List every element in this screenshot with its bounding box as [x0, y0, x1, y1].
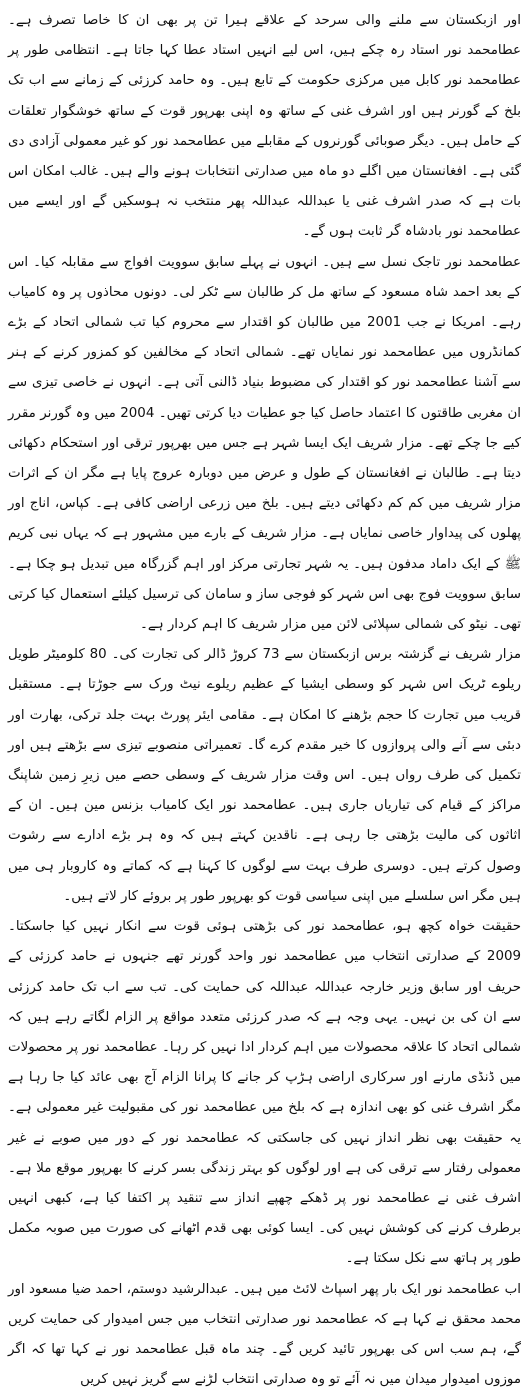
article-paragraph-4: حقیقت خواہ کچھ ہو، عطامحمد نور کی بڑھتی ہوئی قوت سے انکار نہیں کیا جاسکتا۔ 2009 کے صدارتی انتخاب میں عطامحمد نور واحد گورنر تھے جنہوں نے حامد کرزئی کے حریف اور سابق وزیر خارجہ عبداللہ عبداللہ کی حمایت کی۔ تب سے اب تک حامد کرزئی سے ان کی بن نہیں۔ یہی وجہ ہے کہ صدر کرزئی متعدد مواقع پر الزام لگاتے رہے ہیں کہ شمالی اتحاد کا علاقہ محصولات میں اہم کردار ادا نہیں کر رہا۔ عطامحمد نور پر محصولات میں ڈنڈی مارنے اور سرکاری اراضی ہڑپ کر جانے کا پرانا الزام آج بھی عائد کیا جا رہا ہے مگر اشرف غنی کو بھی اندازہ ہے کہ بلخ میں عطامحمد نور کی مقبولیت غیر معمولی ہے۔ یہ حقیقت بھی نظر انداز نہیں کی جاسکتی کہ عطامحمد نور کے دور میں صوبے نے غیر معمولی رفتار سے ترقی کی ہے اور لوگوں کو بہتر زندگی بسر کرنے کا بھرپور موقع ملا ہے۔ اشرف غنی نے عطامحمد نور پر ڈھکے چھپے انداز سے تنقید پر اکتفا کیا ہے، کبھی انہیں برطرف کرنے کی کوشش نہیں کی۔ ایسا کوئی بھی قدم اٹھانے کی صورت میں صوبہ مکمل طور پر ہاتھ سے نکل سکتا ہے۔: [8, 919, 521, 1267]
article-paragraph-1: اور ازبکستان سے ملنے والی سرحد کے علاقے ہیرا تن پر بھی ان کا خاصا تصرف ہے۔ عطامحمد نور استاد رہ چکے ہیں، اس لیے انہیں استاد عطا کہا جاتا ہے۔ انتظامی طور پر عطامحمد نور کابل میں مرکزی حکومت کے تابع ہیں۔ وہ حامد کرزئی کے زمانے سے اب تک بلخ کے گورنر ہیں اور اشرف غنی کے ساتھ وہ اپنی بھرپور قوت کے ساتھ خوشگوار تعلقات کے حامل ہیں۔ دیگر صوبائی گورنروں کے مقابلے میں عطامحمد نور کو غیر معمولی آزادی دی گئی ہے۔ افغانستان میں اگلے دو ماہ میں صدارتی انتخابات ہونے والے ہیں۔ غالب امکان اس بات ہے کہ صدر اشرف غنی یا عبداللہ عبداللہ پھر منتخب نہ ہوسکیں گے اور ایسے میں عطامحمد نور بادشاہ گر ثابت ہوں گے۔: [8, 13, 521, 240]
article-paragraph-3: مزار شریف نے گزشتہ برس ازبکستان سے 73 کروڑ ڈالر کی تجارت کی۔ 80 کلومیٹر طویل ریلوے ٹریک اس شہر کو وسطی ایشیا کے عظیم ریلوے نیٹ ورک سے جوڑتا ہے۔ مستقبل قریب میں تجارت کا حجم بڑھنے کا امکان ہے۔ مقامی ایئر پورٹ بہت جلد ترکی، بھارت اور دبئی سے آنے والی پروازوں کا خیر مقدم کرے گا۔ تعمیراتی منصوبے تیزی سے بڑھتے ہیں اور تکمیل کی طرف رواں ہیں۔ اس وقت مزار شریف کے وسطی حصے میں زیرِ زمین شاپنگ مراکز کے قیام کی تیاریاں جاری ہیں۔ عطامحمد نور ایک کامیاب بزنس مین ہیں۔ ان کے اثاثوں کی مالیت بڑھتی جا رہی ہے۔ ناقدین کہتے ہیں کہ وہ ہر بڑے ادارے سے رشوت وصول کرتے ہیں۔ دوسری طرف بہت سے لوگوں کا کہنا ہے کہ کماتے وہ کاروبار ہی میں ہیں مگر اس سلسلے میں اپنی سیاسی قوت کو بھرپور طور پر بروئے کار لاتے ہیں۔: [8, 647, 522, 904]
article-paragraph-5: اب عطامحمد نور ایک بار پھر اسپاٹ لائٹ میں ہیں۔ عبدالرشید دوستم، احمد ضیا مسعود اور محمد محقق نے کہا ہے کہ عطامحمد نور صدارتی انتخاب میں جس امیدوار کی حمایت کریں گے، ہم سب اس کی بھرپور تائید کریں گے۔ چند ماہ قبل عطامحمد نور نے کہا تھا کہ اگر موزوں امیدوار میدان میں نہ آئے تو وہ صدارتی انتخاب لڑنے سے گریز نہیں کریں: [8, 1281, 521, 1388]
article-paragraph-2: عطامحمد نور تاجک نسل سے ہیں۔ انہوں نے پہلے سابق سوویت افواج سے مقابلہ کیا۔ اس کے بعد احمد شاہ مسعود کے ساتھ مل کر طالبان سے ٹکر لی۔ دونوں محاذوں پر وہ کامیاب رہے۔ امریکا نے جب 2001 میں طالبان کو اقتدار سے محروم کیا تب شمالی اتحاد کے بڑے کمانڈروں میں عطامحمد نور نمایاں تھے۔ شمالی اتحاد کے مخالفین کو کمزور کرنے کے ہنر سے آشنا عطامحمد نور کو اقتدار کی مضبوط بنیاد ڈالنی آتی ہے۔ انہوں نے خاصی تیزی سے ان مغربی طاقتوں کا اعتماد حاصل کیا جو عطیات دیا کرتی تھیں۔ 2004 میں وہ گورنر مقرر کیے جا چکے تھے۔ مزار شریف ایک ایسا شہر ہے جس میں بھرپور ترقی اور استحکام دکھائی دیتا ہے۔ طالبان نے افغانستان کے طول و عرض میں دوبارہ عروج پایا ہے مگر ان کے اثرات مزار شریف میں کم کم دکھائی دیتے ہیں۔ بلخ میں زرعی اراضی کافی ہے۔ کپاس، اناج اور پھلوں کی پیداوار خاصی نمایاں ہے۔ مزار شریف کے بارے میں مشہور ہے کہ یہاں نبی کریم ﷺ کے ایک داماد مدفون ہیں۔ یہ شہر تجارتی مرکز اور اہم گزرگاہ میں تبدیل ہو چکا ہے۔ سابق سوویت فوج بھی اس شہر کو فوجی ساز و سامان کی ترسیل کیلئے استعمال کیا کرتی تھی۔ نیٹو کی شمالی سپلائی لائن میں مزار شریف کا اہم کردار ہے۔: [8, 254, 521, 633]
